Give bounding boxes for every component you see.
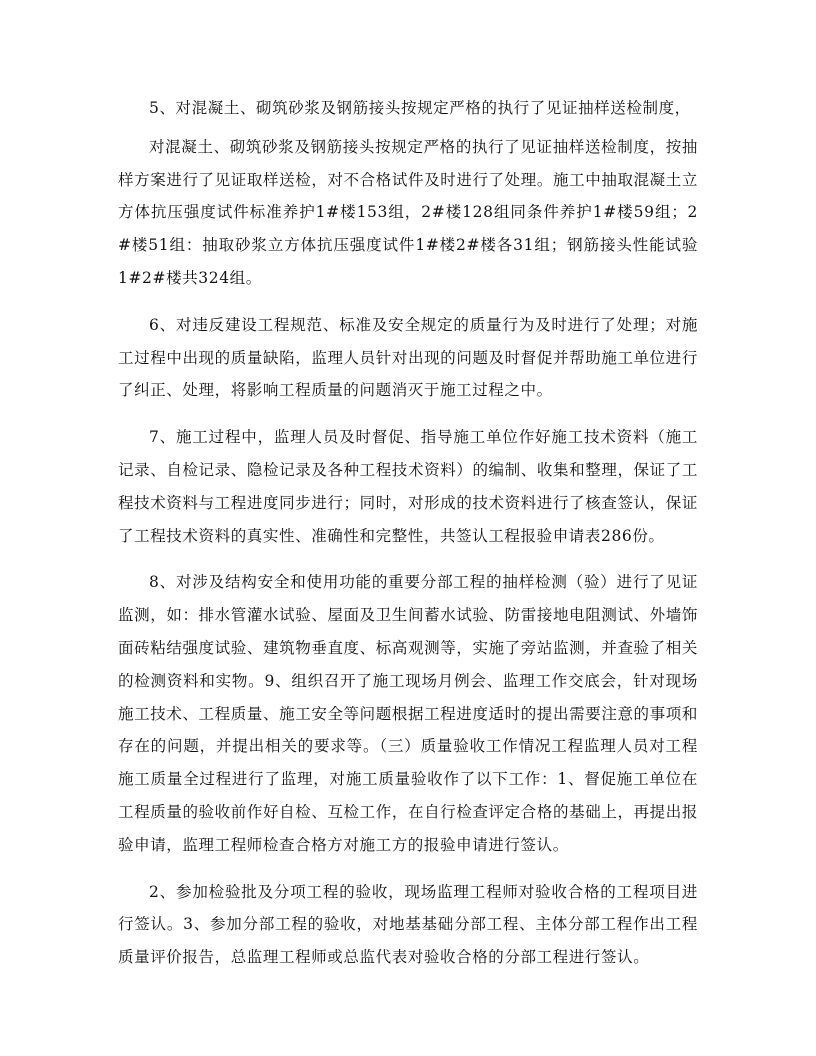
paragraph-8: 8、对涉及结构安全和使用功能的重要分部工程的抽样检测（验）进行了见证监测，如：排水管灌水试验、屋面及卫生间蓄水试验、防雷接地电阻测试、外墙饰面砖粘结强度试验、建筑物垂直度、标高观测等，实施了旁站监测，并查验了相关的检测资料和实物。9、组织召开了施工现场月例会、监理工作交底会，针对现场施工技术、工程质量、施工安全等问题根据工程进度适时的提出需要注意的事项和存在的问题，并提出相关的要求等。（三）质量验收工作情况工程监理人员对工程施工质量全过程进行了监理，对施工质量验收作了以下工作：1、督促施工单位在工程质量的验收前作好自检、互检工作，在自行检查评定合格的基础上，再提出报验申请，监理工程师检查合格方对施工方的报验申请进行签认。 [118,573,698,854]
paragraph-7: 7、施工过程中，监理人员及时督促、指导施工单位作好施工技术资料（施工记录、自检记录、隐检记录及各种工程技术资料）的编制、收集和整理，保证了工程技术资料与工程进度同步进行；同时，对形成的技术资料进行了核查签认，保证了工程技术资料的真实性、准确性和完整性，共签认工程报验申请表286份。 [118,428,698,545]
paragraph-5-heading: 5、对混凝土、砌筑砂浆及钢筋接头按规定严格的执行了见证抽样送检制度， [149,99,691,117]
paragraph-acceptance: 2、参加检验批及分项工程的验收，现场监理工程师对验收合格的工程项目进行签认。3、参加分部工程的验收，对地基基础分部工程、主体分部工程作出工程质量评价报告，总监理工程师或总监代表对验收合格的分部工程进行签认。 [118,882,698,967]
paragraph-6: 6、对违反建设工程规范、标准及安全规定的质量行为及时进行了处理；对施工过程中出现的质量缺陷，监理人员针对出现的问题及时督促并帮助施工单位进行了纠正、处理，将影响工程质量的问题消灭于施工过程之中。 [118,315,698,400]
paragraph-5-body: 对混凝土、砌筑砂浆及钢筋接头按规定严格的执行了见证抽样送检制度，按抽样方案进行了见证取样送检，对不合格试件及时进行了处理。施工中抽取混凝土立方体抗压强度试件标准养护1#楼153组，2#楼128组同条件养护1#楼59组；2#楼51组：抽取砂浆立方体抗压强度试件1#楼2#楼各31组；钢筋接头性能试验1#2#楼共324组。 [118,137,698,287]
document-page [118,92,698,988]
